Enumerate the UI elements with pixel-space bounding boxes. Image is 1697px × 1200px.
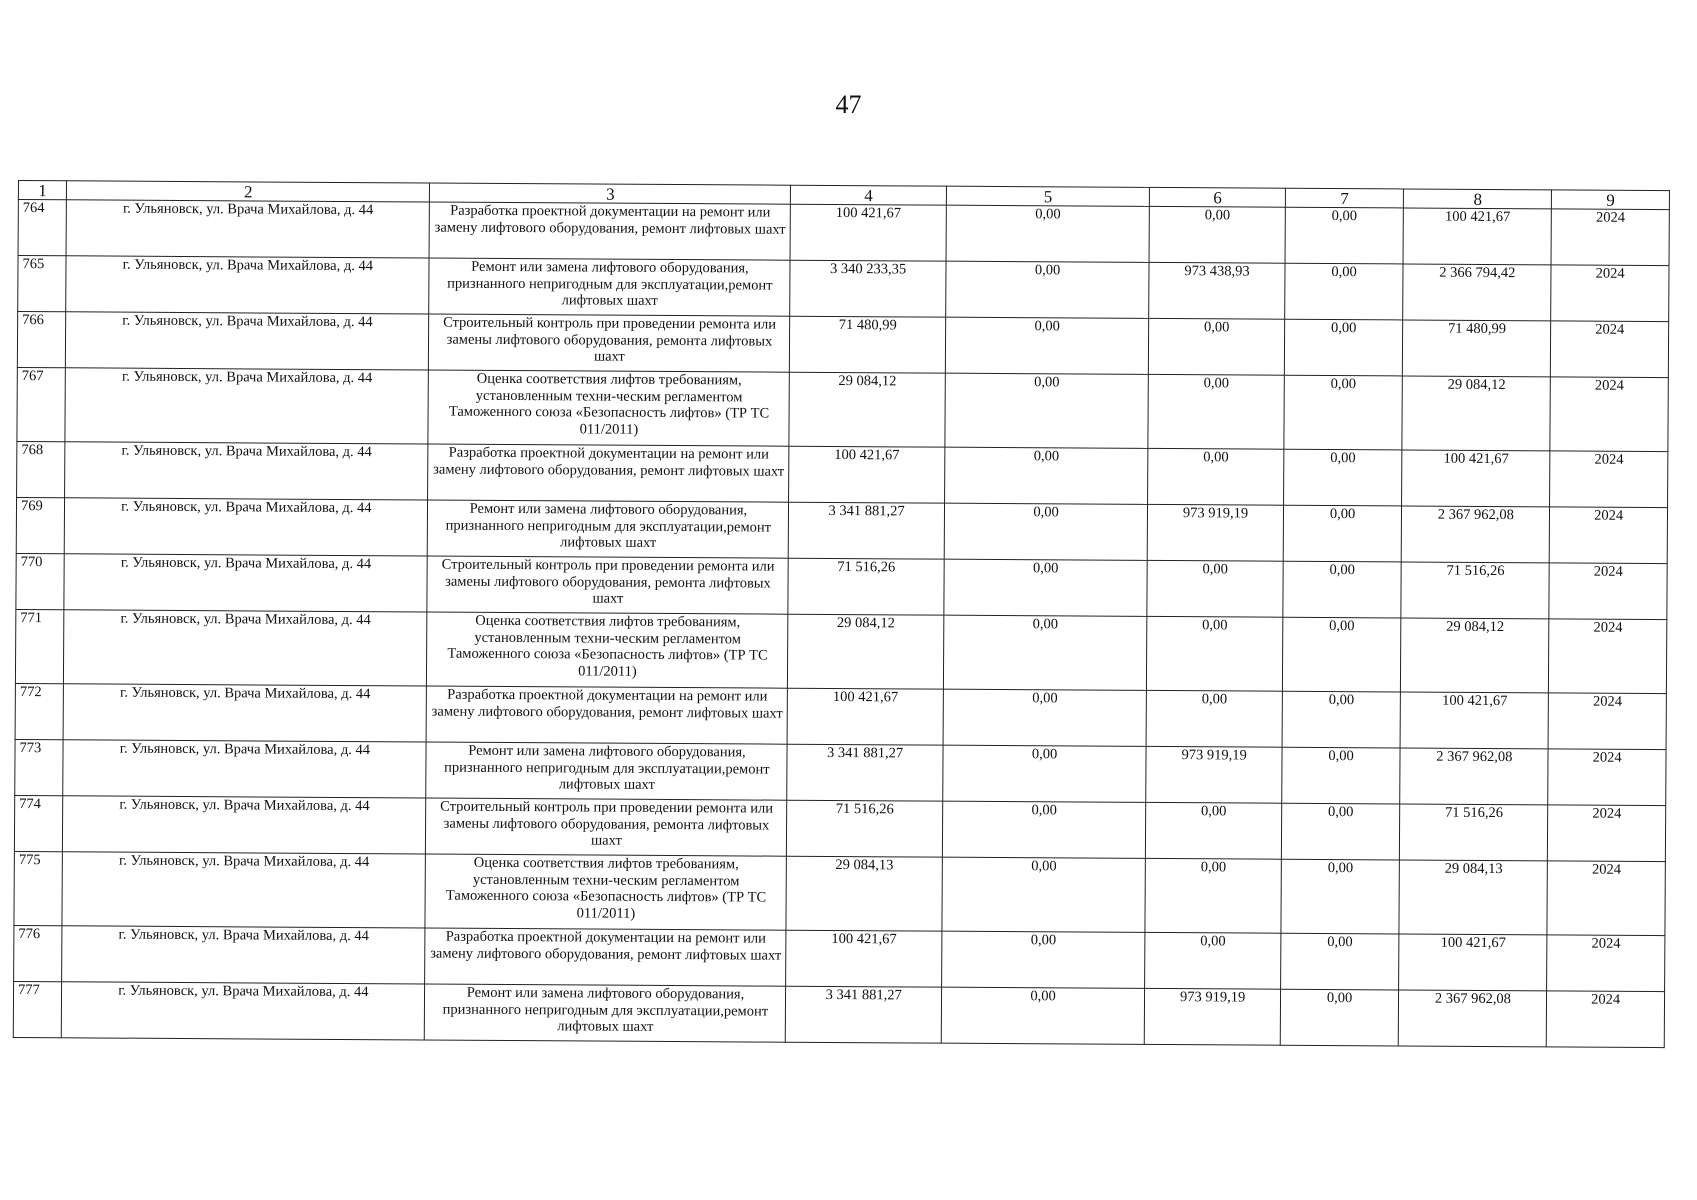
value-cell: 0,00 [943,615,1147,690]
table-row [14,795,1665,861]
work-type-cell: Оценка соответствия лифтов требованиям, установленным техни-ческим регламентом Таможенного союза «Безопасность лифтов» (ТР ТС 011/2011) [428,370,789,446]
value-cell: 0,00 [945,261,1149,318]
work-type-cell: Ремонт или замена лифтового оборудования, признанного непригодным для эксплуатации,ремонт лифтовых шахт [425,984,786,1042]
value-cell: 3 341 881,27 [789,502,945,559]
value-cell: 100 421,67 [788,688,944,745]
value-cell: 71 516,26 [788,558,944,615]
value-cell: 0,00 [1284,263,1403,320]
value-cell: 0,00 [946,205,1150,262]
row-number: 768 [17,441,66,497]
table-row [13,981,1664,1047]
year-cell: 2024 [1548,749,1666,806]
value-cell: 973 919,19 [1145,988,1281,1045]
address-cell: г. Ульяновск, ул. Врача Михайлова, д. 44 [66,312,429,370]
address-cell: г. Ульяновск, ул. Врача Михайлова, д. 44 [62,982,425,1040]
column-number: 6 [1150,187,1286,207]
row-number: 767 [17,367,66,441]
value-cell: 973 919,19 [1146,746,1282,803]
value-cell: 0,00 [945,373,1149,448]
row-number: 764 [18,200,67,256]
value-cell: 71 480,99 [790,316,946,373]
work-type-cell: Строительный контроль при проведении ремонта или замены лифтового оборудования, ремонта лифтовых шахт [426,798,787,856]
address-cell: г. Ульяновск, ул. Врача Михайлова, д. 44 [63,684,426,742]
works-table [13,180,1670,1048]
value-cell: 2 367 962,08 [1400,748,1548,805]
year-cell: 2024 [1551,265,1669,322]
value-cell: 0,00 [1147,616,1283,691]
value-cell: 29 084,13 [1399,860,1547,935]
value-cell: 0,00 [1284,319,1403,376]
work-type-cell: Ремонт или замена лифтового оборудования, признанного непригодным для эксплуатации,ремонт лифтовых шахт [429,258,790,316]
address-cell: г. Ульяновск, ул. Врача Михайлова, д. 44 [64,498,427,556]
year-cell: 2024 [1548,805,1666,862]
row-number: 772 [15,683,64,739]
value-cell: 0,00 [1283,561,1402,618]
row-number: 765 [18,256,67,312]
address-cell: г. Ульяновск, ул. Врача Михайлова, д. 44 [63,796,426,854]
address-cell: г. Ульяновск, ул. Врача Михайлова, д. 44 [65,368,429,444]
year-cell: 2024 [1549,563,1667,620]
address-cell: г. Ульяновск, ул. Врача Михайлова, д. 44 [66,256,429,314]
value-cell: 0,00 [1282,747,1401,804]
value-cell: 71 516,26 [787,800,943,857]
row-number: 776 [14,925,63,981]
value-cell: 0,00 [1284,375,1403,450]
value-cell: 0,00 [942,857,1146,932]
table-row [17,312,1668,378]
value-cell: 0,00 [1148,448,1284,505]
value-cell: 0,00 [1145,932,1281,989]
value-cell: 0,00 [1285,207,1404,264]
work-type-cell: Разработка проектной документации на ремонт или замену лифтового оборудования, ремонт лифтовых шахт [426,686,787,744]
value-cell: 29 084,12 [1401,618,1549,693]
year-cell: 2024 [1549,619,1667,694]
address-cell: г. Ульяновск, ул. Врача Михайлова, д. 44 [63,740,426,798]
address-cell: г. Ульяновск, ул. Врача Михайлова, д. 44 [62,926,425,984]
value-cell: 29 084,12 [788,614,944,689]
value-cell: 973 919,19 [1148,504,1284,561]
work-type-cell: Разработка проектной документации на ремонт или замену лифтового оборудования, ремонт лифтовых шахт [428,444,789,502]
work-type-cell: Строительный контроль при проведении ремонта или замены лифтового оборудования, ремонта лифтовых шахт [427,556,788,614]
value-cell: 0,00 [1281,859,1400,934]
value-cell: 0,00 [1280,933,1399,990]
value-cell: 0,00 [1283,505,1402,562]
address-cell: г. Ульяновск, ул. Врача Михайлова, д. 44 [66,200,429,258]
value-cell: 0,00 [944,447,1148,504]
address-cell: г. Ульяновск, ул. Врача Михайлова, д. 44 [65,442,428,500]
value-cell: 100 421,67 [786,930,942,987]
row-number: 775 [14,851,63,925]
table-row [16,497,1667,563]
value-cell: 0,00 [1149,206,1285,263]
value-cell: 71 516,26 [1400,804,1548,861]
value-cell: 0,00 [1280,989,1399,1046]
value-cell: 0,00 [941,931,1145,988]
row-number: 774 [14,795,63,851]
row-number: 769 [16,497,65,553]
table-row [15,609,1666,693]
value-cell: 0,00 [1146,802,1282,859]
value-cell: 0,00 [1146,690,1282,747]
value-cell: 0,00 [1147,560,1283,617]
value-cell: 0,00 [941,987,1145,1044]
address-cell: г. Ульяновск, ул. Врача Михайлова, д. 44 [64,554,427,612]
value-cell: 0,00 [1282,617,1401,692]
table-row [15,739,1666,805]
table-row [16,553,1667,619]
column-number: 5 [946,186,1150,206]
row-number: 766 [17,312,66,368]
value-cell: 100 421,67 [1400,692,1548,749]
value-cell: 0,00 [1145,858,1281,933]
value-cell: 0,00 [945,317,1149,374]
value-cell: 0,00 [944,503,1148,560]
value-cell: 2 367 962,08 [1402,506,1550,563]
value-cell: 0,00 [943,689,1147,746]
value-cell: 100 421,67 [790,204,946,261]
year-cell: 2024 [1548,693,1666,750]
value-cell: 29 084,12 [1402,376,1550,451]
work-type-cell: Ремонт или замена лифтового оборудования, признанного непригодным для эксплуатации,ремонт лифтовых шахт [428,500,789,558]
address-cell: г. Ульяновск, ул. Врача Михайлова, д. 44 [62,852,426,928]
address-cell: г. Ульяновск, ул. Врача Михайлова, д. 44 [64,610,428,686]
value-cell: 100 421,67 [789,446,945,503]
value-cell: 0,00 [1148,374,1284,449]
year-cell: 2024 [1550,377,1668,452]
value-cell: 100 421,67 [1402,450,1550,507]
table-row [18,256,1669,322]
table-row [14,851,1665,935]
year-cell: 2024 [1547,935,1665,992]
value-cell: 2 367 962,08 [1399,990,1547,1047]
work-type-cell: Оценка соответствия лифтов требованиям, установленным техни-ческим регламентом Таможенного союза «Безопасность лифтов» (ТР ТС 011/2011) [425,854,786,930]
value-cell: 29 084,12 [789,372,945,447]
year-cell: 2024 [1550,507,1668,564]
value-cell: 973 438,93 [1149,262,1285,319]
year-cell: 2024 [1547,991,1665,1048]
work-type-cell: Разработка проектной документации на ремонт или замену лифтового оборудования, ремонт лифтовых шахт [429,202,790,260]
value-cell: 0,00 [1281,803,1400,860]
column-number: 8 [1404,189,1552,209]
table-row [17,441,1668,507]
column-number: 2 [67,181,430,202]
column-number: 1 [18,181,66,200]
value-cell: 3 340 233,35 [790,260,946,317]
column-number: 9 [1552,190,1670,210]
table-row [15,683,1666,749]
value-cell: 2 366 794,42 [1403,264,1551,321]
value-cell: 0,00 [944,559,1148,616]
year-cell: 2024 [1551,209,1669,266]
column-number: 7 [1285,188,1404,208]
value-cell: 100 421,67 [1399,934,1547,991]
work-type-cell: Оценка соответствия лифтов требованиям, установленным техни-ческим регламентом Таможенного союза «Безопасность лифтов» (ТР ТС 011/2011) [427,612,788,688]
table-row [14,925,1665,991]
work-type-cell: Строительный контроль при проведении ремонта или замены лифтового оборудования, ремонта лифтовых шахт [429,314,790,372]
value-cell: 0,00 [943,745,1147,802]
work-type-cell: Ремонт или замена лифтового оборудования, признанного непригодным для эксплуатации,ремонт лифтовых шахт [426,742,787,800]
value-cell: 3 341 881,27 [786,986,942,1043]
value-cell: 3 341 881,27 [787,744,943,801]
year-cell: 2024 [1547,861,1665,936]
table-row [18,200,1669,266]
value-cell: 100 421,67 [1403,208,1551,265]
value-cell: 71 480,99 [1403,320,1551,377]
value-cell: 0,00 [1283,449,1402,506]
work-type-cell: Разработка проектной документации на ремонт или замену лифтового оборудования, ремонт лифтовых шахт [425,928,786,986]
value-cell: 71 516,26 [1401,562,1549,619]
year-cell: 2024 [1550,451,1668,508]
row-number: 771 [15,609,64,683]
column-number: 4 [791,185,946,205]
value-cell: 0,00 [1282,691,1401,748]
row-number: 770 [16,553,65,609]
table-row [17,367,1668,451]
year-cell: 2024 [1551,321,1669,378]
row-number: 773 [15,739,64,795]
page-number: 47 [835,90,862,119]
value-cell: 0,00 [942,801,1146,858]
value-cell: 0,00 [1149,318,1285,375]
value-cell: 29 084,13 [786,856,942,931]
row-number: 777 [13,981,62,1037]
column-number: 3 [430,183,791,204]
